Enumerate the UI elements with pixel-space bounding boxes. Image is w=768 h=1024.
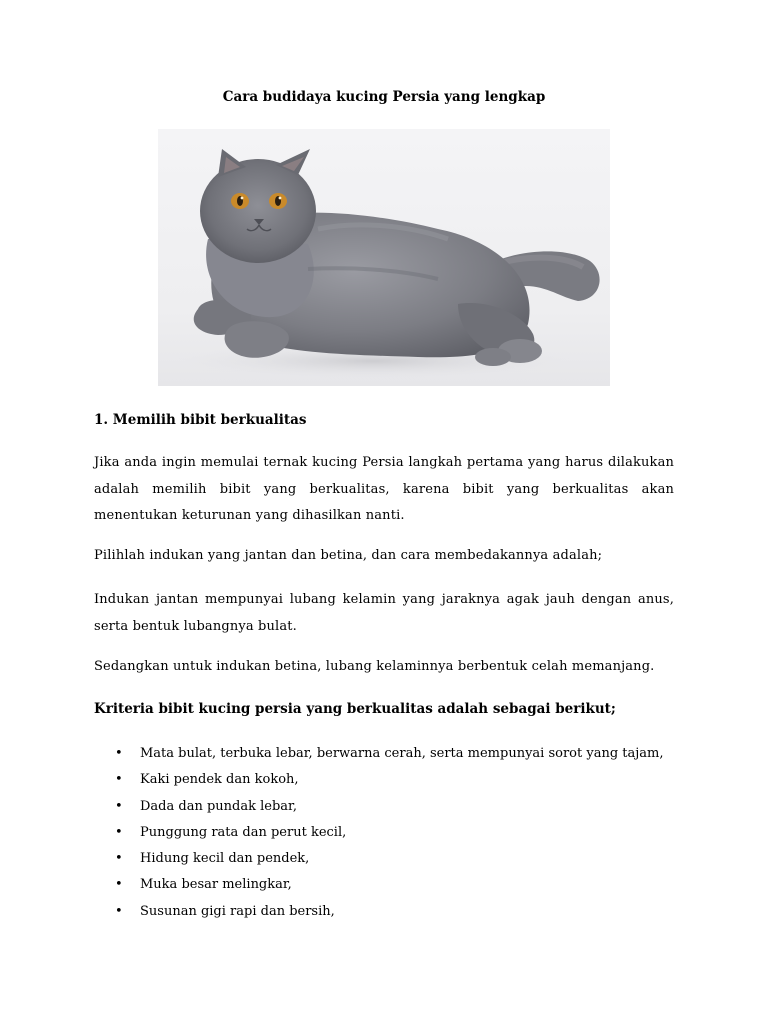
list-item — [94, 872, 694, 898]
list-item-text: Punggung rata dan perut kecil, — [140, 824, 347, 840]
list-item-text: Hidung kecil dan pendek, — [140, 851, 310, 867]
bullet-icon: • — [115, 824, 123, 840]
bullet-icon: • — [115, 877, 123, 893]
list-item-text: Kaki pendek dan kokoh, — [140, 772, 299, 788]
list-item — [94, 820, 694, 846]
bullet-icon: • — [115, 903, 123, 919]
bullet-icon: • — [115, 798, 123, 814]
bullet-icon: • — [115, 746, 123, 761]
paragraph-intro: Jika anda ingin memulai ternak kucing Persia langkah pertama yang harus dilakukan adalah memilih bibit yang berkualitas, karena bibit yang berkualitas akan menentukan keturunan yang dihasilkan nanti. — [94, 455, 674, 523]
criteria-list — [94, 741, 694, 925]
section-heading: 1. Memilih bibit berkualitas — [94, 412, 307, 428]
paragraph-male-parent: Indukan jantan mempunyai lubang kelamin yang jaraknya agak jauh dengan anus, serta bentuk lubangnya bulat. — [94, 592, 674, 634]
list-item — [94, 899, 694, 925]
bullet-icon: • — [115, 851, 123, 867]
paragraph-choose-parents: Pilihlah indukan yang jantan dan betina, dan cara membedakannya adalah; — [94, 548, 603, 563]
list-item-text: Susunan gigi rapi dan bersih, — [140, 903, 335, 919]
list-item-text: Mata bulat, terbuka lebar, berwarna cerah, serta mempunyai sorot yang tajam, — [140, 746, 664, 761]
cat-illustration — [158, 129, 610, 386]
list-item-text: Muka besar melingkar, — [140, 877, 292, 893]
paragraph-female-parent: Sedangkan untuk indukan betina, lubang kelaminnya berbentuk celah memanjang. — [94, 659, 655, 674]
list-item — [94, 846, 694, 872]
persian-cat-photo — [158, 129, 610, 386]
bullet-icon: • — [115, 772, 123, 788]
list-item — [94, 741, 694, 767]
list-item-text: Dada dan pundak lebar, — [140, 798, 297, 814]
list-item — [94, 767, 694, 793]
list-item — [94, 794, 694, 820]
criteria-heading: Kriteria bibit kucing persia yang berkualitas adalah sebagai berikut; — [94, 701, 616, 717]
document-title: Cara budidaya kucing Persia yang lengkap — [222, 89, 546, 105]
